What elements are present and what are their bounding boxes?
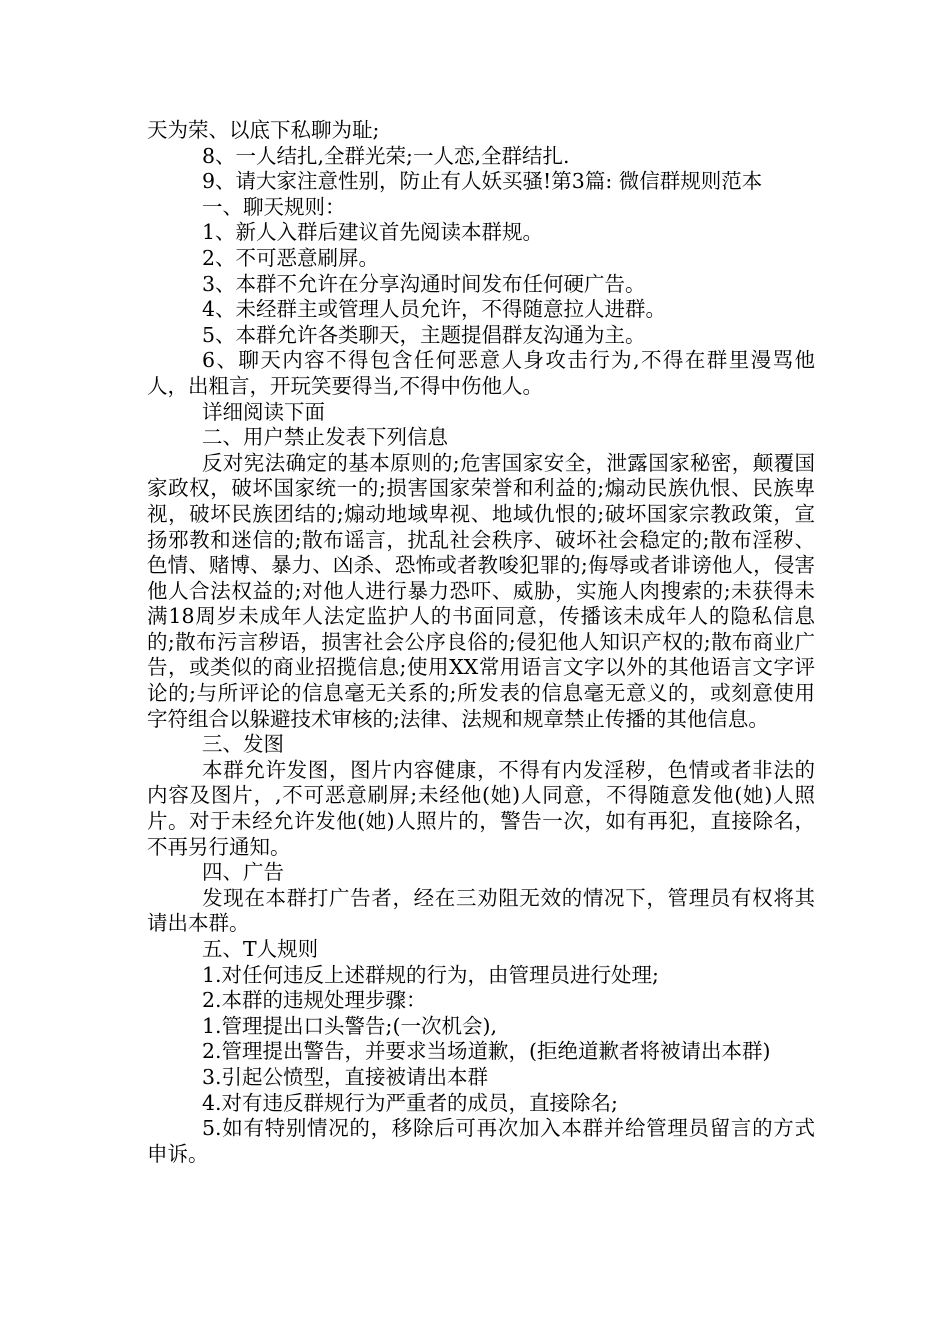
paragraph: 发现在本群打广告者，经在三劝阻无效的情况下，管理员有权将其请出本群。 [147, 885, 815, 936]
paragraph: 本群允许发图，图片内容健康，不得有内发淫秽，色情或者非法的内容及图片，,不可恶意刷屏;未经他(她)人同意，不得随意发他(她)人照片。对于未经允许发他(她)人照片的，警告一次，如有再犯，直接除名，不再另行通知。 [147, 757, 815, 859]
document-body [147, 118, 815, 1167]
paragraph: 2.管理提出警告，并要求当场道歉，(拒绝道歉者将被请出本群) [202, 1039, 771, 1064]
section-heading: 二、用户禁止发表下列信息 [202, 425, 448, 450]
paragraph: 8、一人结扎,全群光荣;一人恋,全群结扎. [202, 143, 570, 168]
paragraph: 反对宪法确定的基本原则的;危害国家安全，泄露国家秘密，颠覆国家政权，破坏国家统一的;损害国家荣誉和利益的;煽动民族仇恨、民族卑视，破坏民族团结的;煽动地域卑视、地域仇恨的;破坏国家宗教政策，宣扬邪教和迷信的;散布谣言，扰乱社会秩序、破坏社会稳定的;散布淫秽、色情、赌博、暴力、凶杀、恐怖或者教唆犯罪的;侮辱或者诽谤他人，侵害他人合法权益的;对他人进行暴力恐吓、威胁，实施人肉搜索的;未获得未满18周岁未成年人法定监护人的书面同意，传播该未成年人的隐私信息的;散布污言秽语，损害社会公序良俗的;侵犯他人知识产权的;散布商业广告，或类似的商业招揽信息;使用XX常用语言文字以外的其他语言文字评论的;与所评论的信息毫无关系的;所发表的信息毫无意义的，或刻意使用字符组合以躲避技术审核的;法律、法规和规章禁止传播的其他信息。 [147, 450, 815, 731]
paragraph: 天为荣、以底下私聊为耻; [147, 118, 380, 142]
paragraph: 3.引起公愤型，直接被请出本群 [202, 1064, 489, 1089]
paragraph: 4、未经群主或管理人员允许，不得随意拉人进群。 [202, 297, 667, 322]
paragraph: 2.本群的违规处理步骤： [202, 988, 427, 1013]
paragraph: 1.对任何违反上述群规的行为，由管理员进行处理; [202, 962, 659, 987]
paragraph: 4.对有违反群规行为严重者的成员，直接除名; [202, 1090, 618, 1115]
section-heading: 三、发图 [202, 732, 284, 757]
paragraph: 1.管理提出口头警告;(一次机会), [202, 1013, 497, 1038]
paragraph: 6、聊天内容不得包含任何恶意人身攻击行为,不得在群里漫骂他人，出粗言，开玩笑要得当,不得中伤他人。 [147, 348, 815, 398]
section-heading: 一、聊天规则： [202, 194, 346, 219]
section-heading: 四、广告 [202, 860, 284, 885]
paragraph: 2、不可恶意刷屏。 [202, 245, 380, 270]
paragraph: 5、本群允许各类聊天，主题提倡群友沟通为主。 [202, 322, 646, 347]
paragraph: 5.如有特别情况的，移除后可再次加入本群并给管理员留言的方式申诉。 [147, 1116, 815, 1166]
paragraph: 9、请大家注意性别，防止有人妖买骚!第3篇: 微信群规则范本 [202, 169, 763, 194]
paragraph: 详细阅读下面 [202, 399, 325, 424]
paragraph: 1、新人入群后建议首先阅读本群规。 [202, 220, 544, 245]
paragraph: 3、本群不允许在分享沟通时间发布任何硬广告。 [202, 271, 646, 296]
section-heading: 五、T人规则 [202, 937, 319, 961]
